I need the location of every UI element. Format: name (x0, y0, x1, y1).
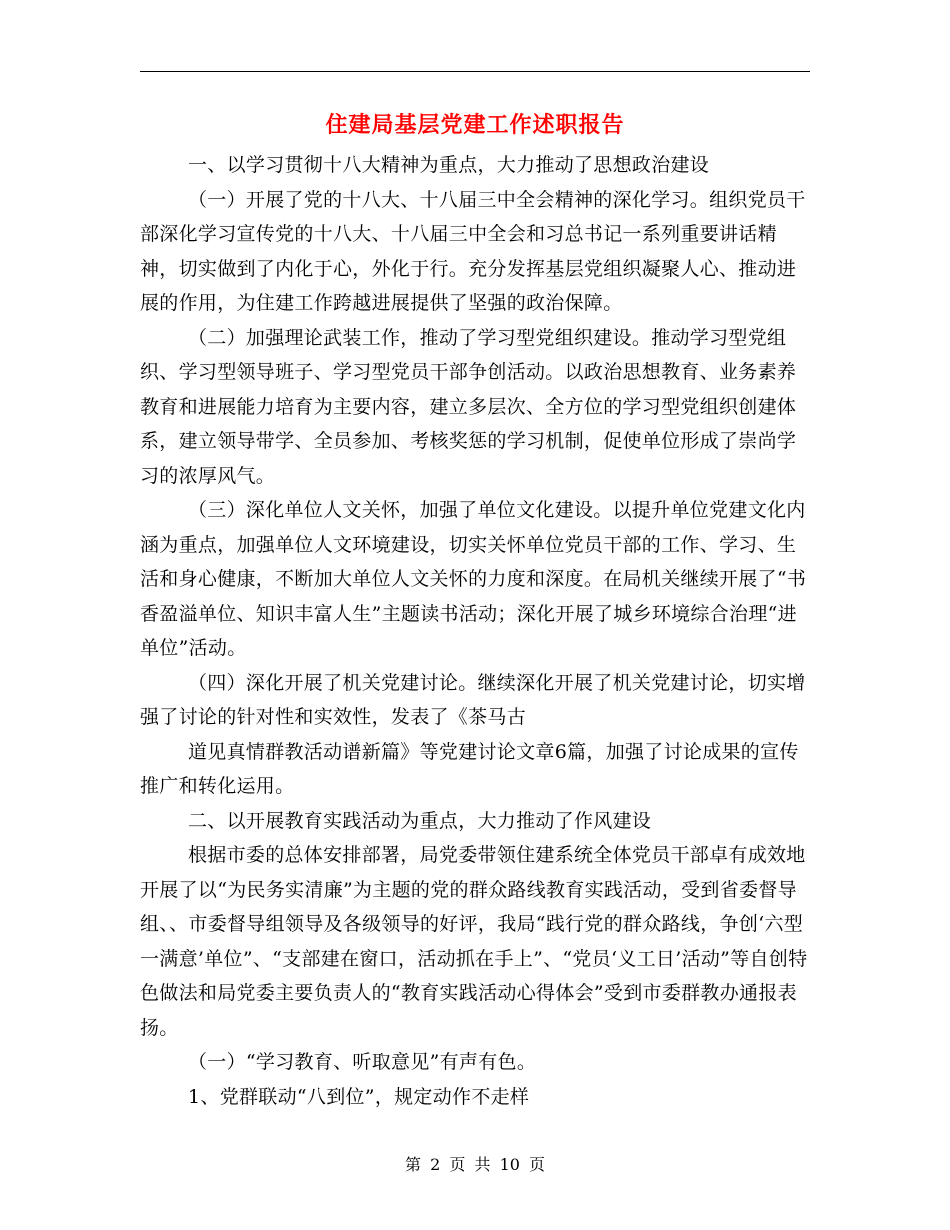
body-paragraph: （四）深化开展了机关党建讨论。继续深化开展了机关党建讨论，切实增强了讨论的针对性和实效性，发表了《茶马古 (140, 671, 806, 728)
document-title: 住建局基层党建工作述职报告 (325, 112, 625, 138)
header-rule (140, 71, 810, 72)
page-footer (0, 1153, 950, 1177)
section-heading-2: 二、以开展教育实践活动为重点，大力推动了作风建设 (188, 809, 652, 832)
footer-label-mid: 页 (449, 1155, 466, 1174)
current-page-number: 2 (430, 1155, 441, 1174)
body-paragraph: 道见真情群教活动谱新篇》等党建讨论文章6篇，加强了讨论成果的宣传推广和转化运用。 (140, 740, 799, 797)
subsection-heading: （一）“学习教育、听取意见”有声有色。 (188, 1051, 537, 1073)
document-body (140, 148, 810, 1114)
footer-label-page: 第 (404, 1155, 421, 1174)
footer-label-total: 共 (474, 1155, 491, 1174)
body-paragraph: （一）开展了党的十八大、十八届三中全会精神的深化学习。组织党员干部深化学习宣传党的十八大、十八届三中全会和习总书记一系列重要讲话精神，切实做到了内化于心，外化于行。充分发挥基层党组织凝聚人心、推动进展的作用，为住建工作跨越进展提供了坚强的政治保障。 (140, 188, 806, 314)
body-paragraph: （二）加强理论武装工作，推动了学习型党组织建设。推动学习型党组织、学习型领导班子、学习型党员干部争创活动。以政治思想教育、业务素养教育和进展能力培育为主要内容，建立多层次、全方位的学习型党组织创建体系，建立领导带学、全员参加、考核奖惩的学习机制，促使单位形成了崇尚学习的浓厚风气。 (140, 326, 797, 487)
body-paragraph: 根据市委的总体安排部署，局党委带领住建系统全体党员干部卓有成效地开展了以“为民务实清廉”为主题的党的群众路线教育实践活动，受到省委督导组、、市委督导组领导及各级领导的好评，我局“践行党的群众路线，争创‘六型一满意’单位”、“支部建在窗口，活动抓在手上”、“党员‘义工日’活动”等自创特色做法和局党委主要负责人的“教育实践活动心得体会”受到市委群教办通报表扬。 (140, 844, 808, 1039)
section-heading-1: 一、以学习贯彻十八大精神为重点，大力推动了思想政治建设 (188, 154, 710, 176)
body-paragraph: （三）深化单位人文关怀，加强了单位文化建设。以提升单位党建文化内涵为重点，加强单位人文环境建设，切实关怀单位党员干部的工作、学习、生活和身心健康，不断加大单位人文关怀的力度和深度。在局机关继续开展了“书香盈溢单位、知识丰富人生”主题读书活动；深化开展了城乡环境综合治理“进单位”活动。 (140, 499, 807, 659)
footer-label-end: 页 (529, 1155, 546, 1174)
total-page-count: 10 (499, 1155, 520, 1174)
list-item-heading: 1、党群联动“八到位”，规定动作不走样 (188, 1085, 530, 1108)
